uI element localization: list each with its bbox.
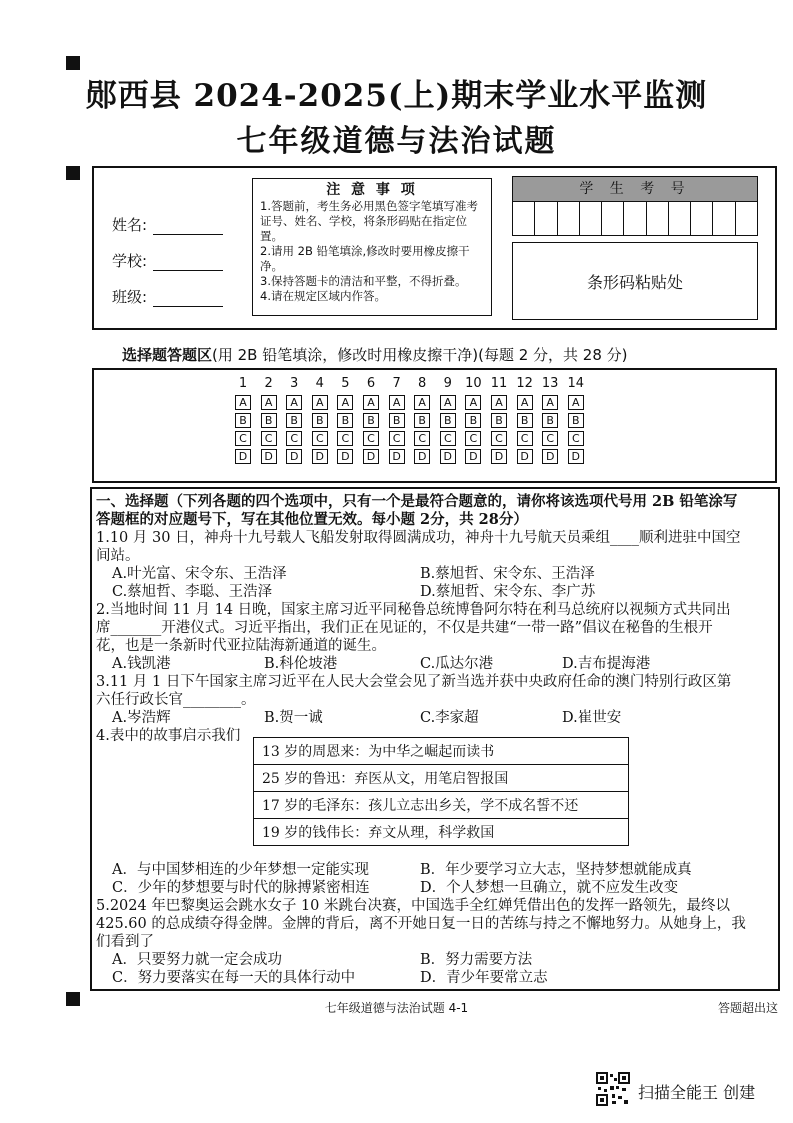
class-field[interactable]: 班级: xyxy=(112,286,223,307)
answer-bubble-b[interactable]: B xyxy=(363,413,379,428)
answer-column-14 xyxy=(565,376,587,464)
answer-column-3 xyxy=(283,376,305,464)
student-info-box xyxy=(92,166,777,330)
qr-code-icon xyxy=(596,1072,630,1106)
answer-bubble-d[interactable]: D xyxy=(286,449,302,464)
answer-question-number: 14 xyxy=(567,376,585,391)
answer-bubble-d[interactable]: D xyxy=(517,449,533,464)
answer-question-number: 11 xyxy=(490,376,508,391)
answer-bubble-c[interactable]: C xyxy=(337,431,353,446)
option-a: A．只要努力就一定会成功 xyxy=(112,952,282,968)
answer-column-10 xyxy=(462,376,484,464)
option-b: B.蔡旭哲、宋令东、王浩泽 xyxy=(420,566,595,582)
option-a: A．与中国梦相连的少年梦想一定能实现 xyxy=(112,862,369,878)
page-footer: 七年级道德与法治试题 4-1 xyxy=(324,1001,469,1015)
answer-bubble-b[interactable]: B xyxy=(568,413,584,428)
answer-bubble-d[interactable]: D xyxy=(337,449,353,464)
answer-grid xyxy=(92,368,777,483)
question-1-stem: 间站。 xyxy=(96,548,140,564)
answer-bubble-c[interactable]: C xyxy=(261,431,277,446)
question-3-stem: 六任行政长官________。 xyxy=(96,692,256,708)
option-c: C.蔡旭哲、李聪、王浩泽 xyxy=(112,584,273,600)
alignment-mark xyxy=(66,56,80,70)
answer-bubble-a[interactable]: A xyxy=(465,395,481,410)
answer-column-11 xyxy=(488,376,510,464)
alignment-mark xyxy=(66,166,80,180)
answer-question-number: 4 xyxy=(315,376,324,391)
answer-bubble-a[interactable]: A xyxy=(517,395,533,410)
answer-bubble-a[interactable]: A xyxy=(337,395,353,410)
answer-bubble-b[interactable]: B xyxy=(414,413,430,428)
answer-bubble-b[interactable]: B xyxy=(337,413,353,428)
answer-bubble-a[interactable]: A xyxy=(312,395,328,410)
answer-bubble-d[interactable]: D xyxy=(363,449,379,464)
story-row: 13 岁的周恩来：为中华之崛起而读书 xyxy=(254,738,629,765)
option-b: B.科伦坡港 xyxy=(264,656,338,672)
answer-area-heading: 选择题答题区(用 2B 铅笔填涂，修改时用橡皮擦干净)(每题 2 分，共 28 分) xyxy=(122,346,628,364)
answer-question-number: 7 xyxy=(392,376,401,391)
answer-bubble-a[interactable]: A xyxy=(286,395,302,410)
answer-column-13 xyxy=(539,376,561,464)
answer-bubble-a[interactable]: A xyxy=(363,395,379,410)
option-d: D.崔世安 xyxy=(562,710,622,726)
answer-bubble-c[interactable]: C xyxy=(389,431,405,446)
answer-column-4 xyxy=(309,376,331,464)
answer-bubble-c[interactable]: C xyxy=(440,431,456,446)
name-field[interactable]: 姓名: xyxy=(112,214,223,235)
answer-bubble-b[interactable]: B xyxy=(542,413,558,428)
answer-bubble-a[interactable]: A xyxy=(261,395,277,410)
option-d: D.吉布提海港 xyxy=(562,656,651,672)
answer-column-2 xyxy=(258,376,280,464)
answer-bubble-a[interactable]: A xyxy=(414,395,430,410)
answer-bubble-c[interactable]: C xyxy=(312,431,328,446)
answer-bubble-c[interactable]: C xyxy=(465,431,481,446)
answer-bubble-a[interactable]: A xyxy=(235,395,251,410)
notice-item: 1.答题前，考生务必用黑色签字笔填写准考证号、姓名、学校，将条形码贴在指定位置。 xyxy=(260,199,478,243)
answer-bubble-d[interactable]: D xyxy=(542,449,558,464)
story-row: 25 岁的鲁迅：弃医从文，用笔启智报国 xyxy=(254,765,629,792)
option-d: D.蔡旭哲、宋令东、李广苏 xyxy=(420,584,596,600)
answer-bubble-a[interactable]: A xyxy=(491,395,507,410)
question-4-stem: 4.表中的故事启示我们 xyxy=(96,728,241,744)
option-a: A.岑浩辉 xyxy=(112,710,171,726)
answer-question-number: 9 xyxy=(443,376,452,391)
option-c: C.瓜达尔港 xyxy=(420,656,494,672)
answer-bubble-d[interactable]: D xyxy=(568,449,584,464)
answer-bubble-c[interactable]: C xyxy=(542,431,558,446)
answer-bubble-a[interactable]: A xyxy=(389,395,405,410)
answer-question-number: 8 xyxy=(418,376,427,391)
answer-bubble-d[interactable]: D xyxy=(465,449,481,464)
answer-question-number: 13 xyxy=(541,376,559,391)
answer-question-number: 1 xyxy=(238,376,248,391)
option-b: B．年少要学习立大志，坚持梦想就能成真 xyxy=(420,862,692,878)
answer-question-number: 12 xyxy=(516,376,533,391)
question-2-stem: 花，也是一条新时代亚拉陆海新通道的诞生。 xyxy=(96,638,386,654)
school-field[interactable]: 学校: xyxy=(112,250,223,271)
answer-bubble-b[interactable]: B xyxy=(261,413,277,428)
answer-column-7 xyxy=(386,376,408,464)
answer-bubble-b[interactable]: B xyxy=(465,413,481,428)
student-id-grid[interactable] xyxy=(512,176,758,236)
option-c: C.李家超 xyxy=(420,710,479,726)
option-b: B.贺一诚 xyxy=(264,710,323,726)
answer-bubble-c[interactable]: C xyxy=(286,431,302,446)
answer-column-12 xyxy=(514,376,536,464)
answer-bubble-d[interactable]: D xyxy=(491,449,507,464)
answer-bubble-d[interactable]: D xyxy=(389,449,405,464)
answer-question-number: 5 xyxy=(341,376,350,391)
answer-bubble-c[interactable]: C xyxy=(414,431,430,446)
answer-column-6 xyxy=(360,376,382,464)
scanner-watermark: 扫描全能王 创建 xyxy=(638,1083,756,1102)
answer-bubble-c[interactable]: C xyxy=(235,431,251,446)
option-b: B．努力需要方法 xyxy=(420,952,533,968)
answer-bubble-d[interactable]: D xyxy=(235,449,251,464)
answer-question-number: 2 xyxy=(264,376,273,391)
footer-note: 答题超出这 xyxy=(718,1001,779,1015)
question-2-stem: 席_______开港仪式。习近平指出，我们正在见证的，不仅是共建“一带一路”倡议在秘鲁的生根开 xyxy=(96,620,713,636)
story-table xyxy=(253,737,629,846)
answer-bubble-c[interactable]: C xyxy=(568,431,584,446)
answer-bubble-a[interactable]: A xyxy=(542,395,558,410)
option-a: A.叶光富、宋令东、王浩泽 xyxy=(112,566,287,582)
answer-bubble-a[interactable]: A xyxy=(568,395,584,410)
answer-bubble-d[interactable]: D xyxy=(261,449,277,464)
question-5-stem: 425.60 的总成绩夺得金牌。金牌的背后，离不开她日复一日的苦练与持之不懈地努力。从她身上，我 xyxy=(96,916,746,932)
answer-bubble-b[interactable]: B xyxy=(312,413,328,428)
answer-column-1 xyxy=(232,376,254,464)
barcode-area: 条形码粘贴处 xyxy=(512,242,758,320)
answer-bubble-c[interactable]: C xyxy=(517,431,533,446)
option-d: D．青少年要常立志 xyxy=(420,970,548,986)
notice-item: 2.请用 2B 铅笔填涂,修改时要用橡皮擦干净。 xyxy=(260,244,470,273)
section-heading: 答题框的对应题号下，写在其他位置无效。每小题 2分，共 28分） xyxy=(96,511,528,528)
answer-column-8 xyxy=(411,376,433,464)
answer-column-5 xyxy=(334,376,356,464)
answer-bubble-d[interactable]: D xyxy=(440,449,456,464)
answer-column-9 xyxy=(437,376,459,464)
notice-item: 4.请在规定区域内作答。 xyxy=(260,289,386,303)
notice-box xyxy=(252,178,492,316)
answer-bubble-a[interactable]: A xyxy=(440,395,456,410)
exam-subtitle: 七年级道德与法治试题 xyxy=(236,124,557,159)
answer-bubble-b[interactable]: B xyxy=(235,413,251,428)
answer-bubble-d[interactable]: D xyxy=(312,449,328,464)
option-c: C．努力要落实在每一天的具体行动中 xyxy=(112,970,356,986)
exam-title: 郧西县 2024-2025(上)期末学业水平监测 xyxy=(85,78,708,114)
answer-bubble-c[interactable]: C xyxy=(363,431,379,446)
student-id-label: 学 生 考 号 xyxy=(513,177,757,201)
option-d: D．个人梦想一旦确立，就不应发生改变 xyxy=(420,880,679,896)
answer-bubble-b[interactable]: B xyxy=(491,413,507,428)
question-5-stem: 们看到了 xyxy=(96,934,154,950)
answer-question-number: 3 xyxy=(290,376,299,391)
notice-item: 3.保持答题卡的清洁和平整，不得折叠。 xyxy=(260,274,467,288)
notice-title: 注 意 事 项 xyxy=(326,182,418,198)
question-5-stem: 5.2024 年巴黎奥运会跳水女子 10 米跳台决赛，中国选手全红婵凭借出色的发挥一路领先，最终以 xyxy=(96,898,731,914)
question-3-stem: 3.11 月 1 日下午国家主席习近平在人民大会堂会见了新当选并获中央政府任命的澳门特别行政区第 xyxy=(96,674,732,690)
answer-bubble-d[interactable]: D xyxy=(414,449,430,464)
answer-bubble-c[interactable]: C xyxy=(491,431,507,446)
option-a: A.钱凯港 xyxy=(112,656,171,672)
story-row: 17 岁的毛泽东：孩儿立志出乡关，学不成名誓不还 xyxy=(254,792,629,819)
answer-bubble-b[interactable]: B xyxy=(389,413,405,428)
option-c: C．少年的梦想要与时代的脉搏紧密相连 xyxy=(112,880,370,896)
answer-bubble-b[interactable]: B xyxy=(517,413,533,428)
question-2-stem: 2.当地时间 11 月 14 日晚，国家主席习近平同秘鲁总统博鲁阿尔特在利马总统府以视频方式共同出 xyxy=(96,602,731,618)
answer-bubble-b[interactable]: B xyxy=(286,413,302,428)
answer-bubble-b[interactable]: B xyxy=(440,413,456,428)
section-heading: 一、选择题（下列各题的四个选项中，只有一个是最符合题意的，请你将该选项代号用 2B 铅笔涂写 xyxy=(96,493,738,510)
answer-question-number: 6 xyxy=(366,376,376,391)
question-1-stem: 1.10 月 30 日，神舟十九号载人飞船发射取得圆满成功，神舟十九号航天员乘组____顺利进驻中国空 xyxy=(96,530,741,546)
answer-question-number: 10 xyxy=(465,376,482,391)
story-row: 19 岁的钱伟长：弃文从理，科学救国 xyxy=(254,819,629,846)
